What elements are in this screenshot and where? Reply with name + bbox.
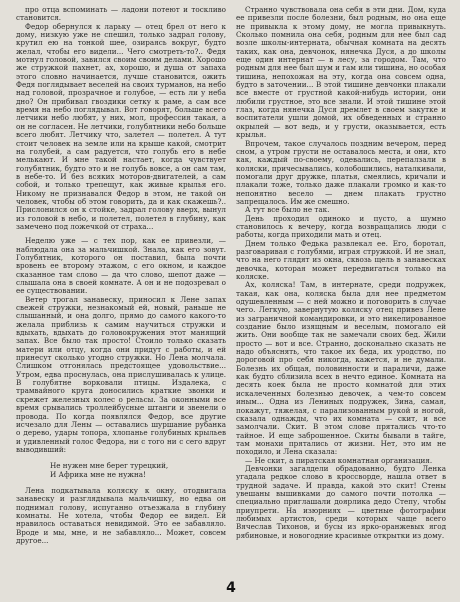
paragraph: День проходил одиноко и пусто, а шумно становилось к вечеру, когда возвращались люди с работы, когда приходили мать и отец.: [236, 213, 446, 240]
page-number: 4: [226, 580, 236, 596]
song-line: Не нужен мне берег турецкий,: [50, 461, 169, 471]
paragraph: Федор обернулся к ларьку — отец брел от него к дому, низкую уже не спешил, только задрал голову, крутил ею на тонкой шее, озираясь вокруг, будто желал, чтобы его видели... Чего смотреть-то?.. Федя мотнул головой, завился своим своим делами. Хорошо же стружкой пахнет, ах, хорошо, и душа от запаха этого словно начинается, лучше становится, ожить Федя поглядывает веселей на своих турманов, на небо над головой, прозрачное и голубое, — есть ли у неба дно? Он прибивал гвоздики сетку к раме, а сам все время на небо поглядывал. Вот говорят, больше всего летчики небо любят, у них, мол, профессия такая, а он не согласен. Не летчики, голубятники небо больше всего любят. Летчику что, залетел — полетел. А тут стоит человек на земле или на крыше какой, смотрит на голубей, а сам радуется, что голубь его в небе мелькают. И мне такой настает, когда чувствует голубятник, будто это и не голубь вовсе, а он сам там, в небе-то. И без всяких моторов-двигателей, а сам собой, и только трепещут, как живые крылья его. Никому не признавался Федор в этом, не такой он человек, чтобы об этом говорить, да и как скажешь?.. Прислонился он к стойке, задрал голову вверх, вынул из головой в небо, и полетел, полетел в глубину, как замечено под ложечкой от страха...: [16, 21, 226, 231]
paragraph: Лена подкатывала коляску к окну, отодвигала занавеску и разглядывала мальчишку, но едва он поднимал голову, испуганно отъезжала в глубину комнаты. Не хотела, чтобы Федор ее видел. Ей нравилось оставаться невидимой. Это ее забавляло. Вроде и мы, мне, и не забавляло... Может, совсем другое...: [16, 485, 226, 545]
paragraph: Ах, коляска! Там, в интернате, среди подружек, такая, как она, коляска была для нее предметом одушевленным — с ней можно и поговорить в случае чего. Легкую, завернутую коляску отец привез Лене из заграничной командировки, и это никелированное создание было изящным и веселым, помогало ей жить. Они вообще так не замечали своих бед. Жили просто — вот и все. Странно, досконально сказать не надо объяснять, что такое их беда, их уродство, по дороговой про себя никогда, кажется, и не думали. Болезнь их общая, половинности и параличи, даже как будто сблизила всех в нечто единое. Комната на десять коек была не просто комнатой для этих искалеченных болезнью девочек, а чем-то совсем иным... Одна из Лениных подружек, Зина, самая, покажут, тяжелая, с парализованным рукой и ногой, сказала однажды, что их комната — скит, и все замолчали. Скит. В этом слове прятались что-то тайное. И еще заброшенное. Скиты бывали в тайге, там монахи прятались от жизни. Нет, это им не походило, и Лена сказала:: [236, 280, 446, 457]
paragraph: Ветер трогал занавеску, приносил к Лене запах свежей стружки, незнакомый ей, новый, раньше не слышанный, и она долго, прямо до самого какого-то желала приблизь к самим научиться стружки и вдыхать, вдыхать до головокружения этот манящий запах. Все было так просто! Стоило только сказать матери или отцу, когда они придут с работы, и ей принесут сколько угодно стружки. Но Лена молчала. Слишком отгонялась предстоящее удовольствие... Утром, едва проснулась, она прислушивалась к улице. В голубятне ворковали птицы. Издалека, с трамвайного круга доносились краткие звонки и скрежет железных колес о рельсы. За оконными все время срывались троллейбусные штанги и звенели о провода. По когда появлялся Федор, все другие исчезало для Лены — оставались шуршание рубанка о дерево, удары топора, хлопанье голубиных крыльев и удивленный голос Федора, ни с того ни с сего вдруг выводивший:: [16, 294, 226, 454]
paragraph: Неделю уже — с тех пор, как ее привезли, — наблюдала она за мальчишкой. Знала, как его зовут. Голубятник, которого он поставил, была почти вровень ее второму этажом, с его окном, и каждое сказанное там слово — да что слово, шепот даже — слышала она в своей комнате. А он и не подозревал о ее существовании.: [16, 236, 226, 296]
paragraph: Днем только Федька развлекал ее. Его, боротал, разговаривая с голубями, играя стружкой. И не знал, что на него глядят из окна, сквозь щель в занавесках девочка, которая может передвигаться только на коляске.: [236, 238, 446, 281]
song-line: И Африка мне не нужна!: [50, 469, 146, 479]
paragraph: А тут все было не так.: [245, 205, 330, 215]
paragraph: Впрочем, такое случалось поздним вечером, перед сном, а утром грусти не оставалось места, и они, кто как, каждый по-своему, одевались, перепалзали в коляски, причесывались, колобошились, наталкивали, помогали друг дружке, платья, смеялись, кричали и плакали тоже, только даже плакали громко и как-то непонятно весело — днем плакать грустно запрещалось. Им же смешно.: [236, 138, 446, 206]
paragraph: Девчонки загалдели обрадованно, будто Ленка угадала редкое слово в кроссворде, нашла ответ в трудной задаче. И правда, какой это скит! Стены увешаны вышивками до самого почти потолка — специально приглашали доярлика дедо Степу, чтобы приупрети. На изюрниях — цветные фотографии любимых артистов, среди которых чаще всего Вячеслав Тихонов, и бусы из ярко-оранжевых ягод рябиновые, и новогодние красивые открытки из дому.: [236, 463, 446, 540]
left-text-column: [16, 6, 226, 578]
paragraph: — Не скит, а пиратская комнатная организация.: [245, 455, 433, 465]
paragraph: про отца вспоминать — ладони потеют и тоскливо становится.: [16, 6, 226, 23]
right-text-column: [236, 6, 446, 578]
song-quote: [16, 462, 226, 479]
paragraph: Странно чувствовала она себя в эти дни. Дом, куда ее привезли после болезни, был родным, но она еще не привыкла к этому дому, не могла привыкнуть. Сколько помнила она себя, родным для нее был сад возле школы-интерната, обычная комната на десять таких, как она, девчонок, нянечка Дуся, а до школы еще один интернат — в лесу, за городом. Там, что родным для нее был шум и гам или тишина, но особая тишина, непохожая на эту, когда она совсем одна, будто в заточении... В этой тишине девчонки плакали все вместе от грустной какой-нибудь истории, они любили грустное, это все знали. И этой тишине этой глаз, когда нянечка Дуся дремлет в своем закутке и воспитатели ушли домой, их обведенных и странно окрылей — вот ведь, и у грусти, оказывается, есть крылья.: [236, 6, 446, 140]
